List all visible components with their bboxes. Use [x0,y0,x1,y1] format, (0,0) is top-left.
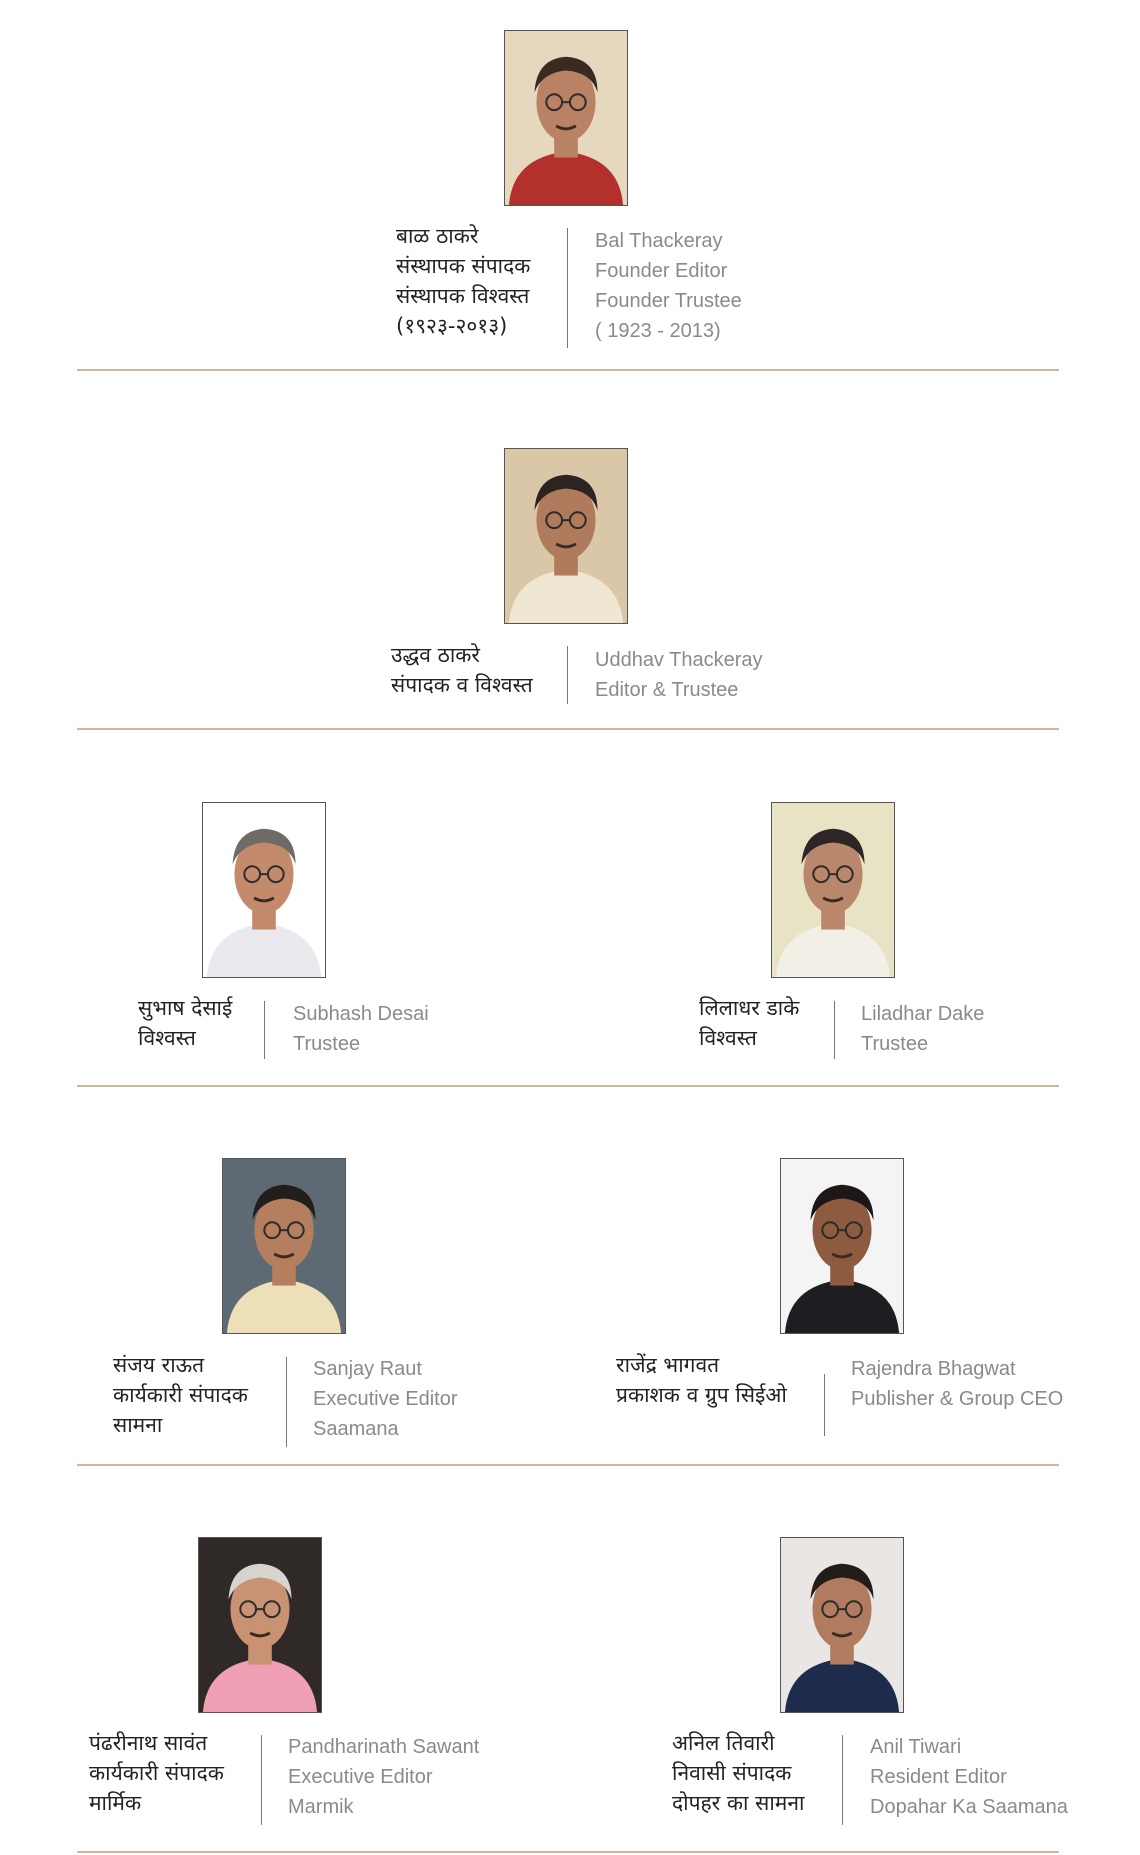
marathi-line: संजय राऊत [113,1353,205,1377]
english-line: ( 1923 - 2013) [595,320,721,342]
english-line: Founder Trustee [595,290,742,312]
person-photo [198,1537,322,1713]
marathi-line: (१९२३-२०१३) [396,314,508,338]
english-line: Sanjay Raut [313,1358,422,1380]
marathi-line: निवासी संपादक [672,1761,792,1785]
english-line: Liladhar Dake [861,1003,985,1025]
english-line: Marmik [288,1796,354,1818]
section-divider [77,1464,1059,1466]
vertical-separator [261,1735,262,1825]
english-name-title [313,1354,458,1444]
marathi-line: राजेंद्र भागवत [616,1353,720,1377]
vertical-separator [264,1001,265,1059]
marathi-line: कार्यकारी संपादक [89,1761,224,1785]
vertical-separator [842,1735,843,1825]
english-name-title [861,999,984,1059]
marathi-line: दोपहर का सामना [672,1791,805,1815]
english-line: Dopahar Ka Saamana [870,1796,1068,1818]
section-divider [77,369,1059,371]
marathi-line: संपादक व विश्वस्त [391,673,533,697]
english-line: Uddhav Thackeray [595,649,763,671]
english-name-title [293,999,429,1059]
person-photo [780,1537,904,1713]
marathi-name-title [699,993,799,1053]
marathi-line: संस्थापक संपादक [396,254,531,278]
english-line: Saamana [313,1418,399,1440]
person-photo [771,802,895,978]
marathi-line: सामना [113,1413,163,1437]
section-divider [77,1085,1059,1087]
marathi-name-title [89,1728,224,1818]
english-line: Founder Editor [595,260,728,282]
marathi-name-title [672,1728,804,1818]
english-line: Trustee [861,1033,929,1055]
person-photo [504,448,628,624]
vertical-separator [286,1357,287,1447]
person-photo [780,1158,904,1334]
marathi-name-title [391,640,533,700]
section-divider [77,1851,1059,1853]
person-photo [504,30,628,206]
english-line: Bal Thackeray [595,230,723,252]
english-name-title [851,1354,1063,1414]
marathi-line: अनिल तिवारी [672,1731,775,1755]
english-line: Anil Tiwari [870,1736,962,1758]
marathi-name-title [396,221,530,341]
marathi-name-title [113,1350,248,1440]
section-divider [77,728,1059,730]
marathi-line: संस्थापक विश्वस्त [396,284,530,308]
marathi-line: प्रकाशक व ग्रुप सिईओ [616,1383,787,1407]
english-line: Subhash Desai [293,1003,429,1025]
english-line: Resident Editor [870,1766,1007,1788]
vertical-separator [567,646,568,704]
marathi-line: उद्धव ठाकरे [391,643,480,667]
person-photo [202,802,326,978]
vertical-separator [834,1001,835,1059]
english-line: Rajendra Bhagwat [851,1358,1016,1380]
english-line: Executive Editor [313,1388,458,1410]
marathi-name-title [616,1350,787,1410]
marathi-line: विश्वस्त [699,1026,757,1050]
person-photo [222,1158,346,1334]
english-name-title [288,1732,479,1822]
english-line: Pandharinath Sawant [288,1736,480,1758]
marathi-line: विश्वस्त [138,1026,196,1050]
english-line: Publisher & Group CEO [851,1388,1064,1410]
marathi-line: बाळ ठाकरे [396,224,479,248]
english-line: Trustee [293,1033,361,1055]
marathi-line: पंढरीनाथ सावंत [89,1731,208,1755]
marathi-line: लिलाधर डाके [699,996,800,1020]
marathi-name-title [138,993,232,1053]
marathi-line: मार्मिक [89,1791,142,1815]
vertical-separator [567,228,568,348]
marathi-line: सुभाष देसाई [138,996,233,1020]
english-line: Executive Editor [288,1766,433,1788]
english-name-title [595,645,763,705]
english-name-title [595,226,742,346]
marathi-line: कार्यकारी संपादक [113,1383,248,1407]
vertical-separator [824,1374,825,1436]
english-name-title [870,1732,1068,1822]
english-line: Editor & Trustee [595,679,739,701]
